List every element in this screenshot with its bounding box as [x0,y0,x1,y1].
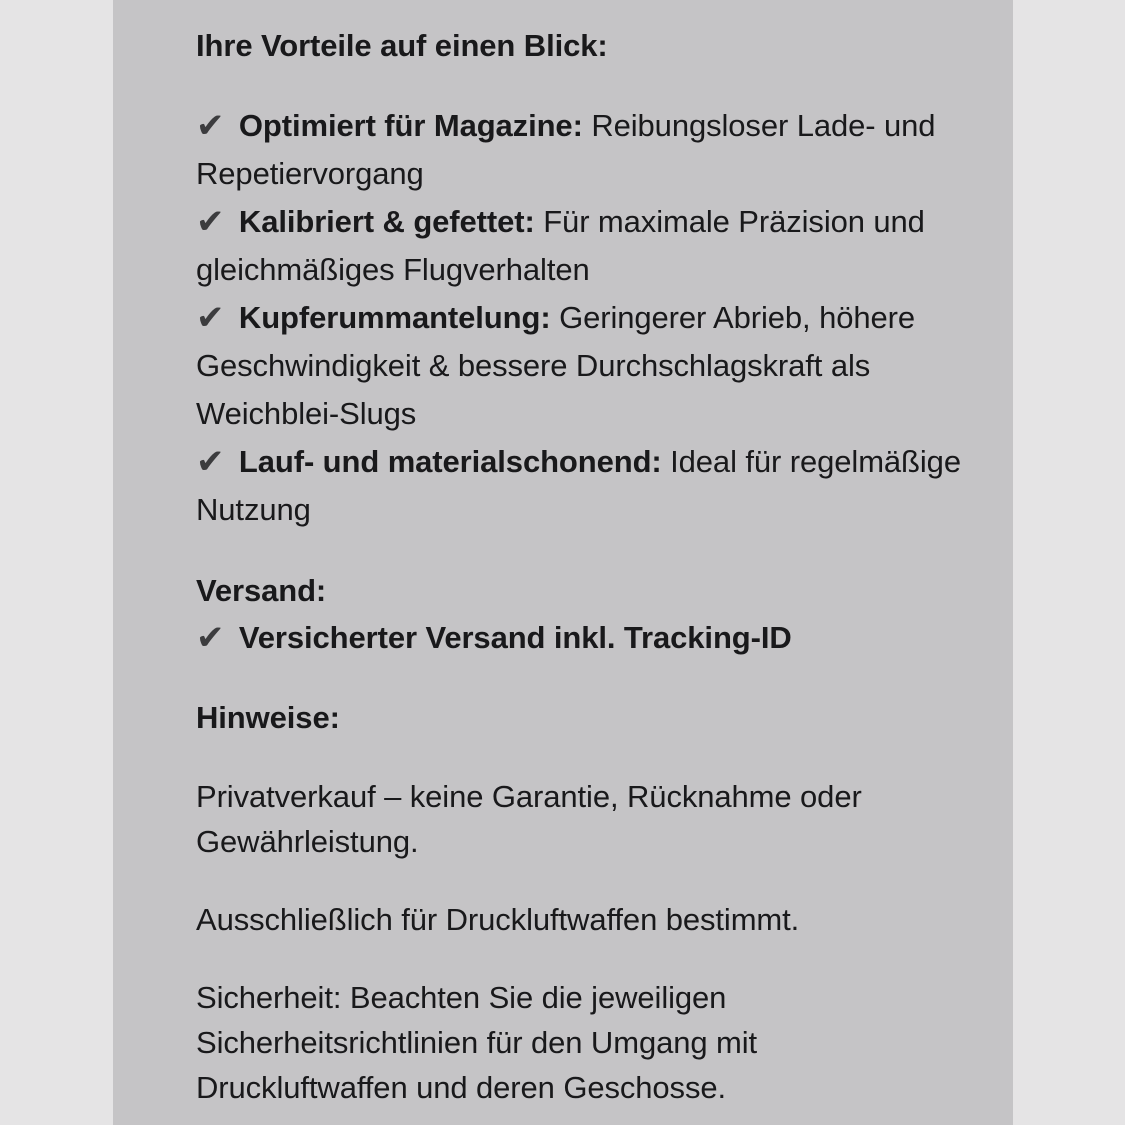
check-icon: ✔ [196,298,225,338]
benefit-label: Kalibriert & gefettet: [238,204,535,239]
shipping-item [196,614,961,661]
benefit-item [196,438,961,534]
benefit-label: Kupferummantelung: [238,300,551,335]
note-paragraph-private-sale: Privatverkauf – keine Garantie, Rücknahme oder Gewährleistung. [196,779,862,859]
benefit-text: Für maximale Präzision und gleichmäßiges Flugverhalten [196,204,925,287]
check-icon: ✔ [196,106,225,146]
shipping-heading: Versand: [196,573,327,608]
notes-heading: Hinweise: [196,700,340,735]
benefit-text: Ideal für regelmäßige Nutzung [196,444,961,527]
check-icon: ✔ [196,442,225,482]
benefit-label: Optimiert für Magazine: [238,108,583,143]
note-paragraph-safety: Sicherheit: Beachten Sie die jeweiligen Sicherheitsrichtlinien für den Umgang mit Druckluftwaffen und deren Geschosse. [196,980,758,1105]
shipping-item-text: Versicherter Versand inkl. Tracking-ID [238,620,792,655]
description-panel [113,0,1013,1125]
benefits-list [196,102,961,534]
benefit-item [196,294,961,438]
benefit-label: Lauf- und materialschonend: [238,444,662,479]
benefit-text: Geringerer Abrieb, höhere Geschwindigkeit & bessere Durchschlagskraft als Weichblei-Slugs [196,300,916,431]
benefit-text: Reibungsloser Lade- und Repetiervorgang [196,108,936,191]
benefit-item [196,198,961,294]
check-icon: ✔ [196,618,225,658]
note-paragraph-airgun-only: Ausschließlich für Druckluftwaffen bestimmt. [196,902,800,937]
benefit-item [196,102,961,198]
check-icon: ✔ [196,202,225,242]
benefits-heading: Ihre Vorteile auf einen Blick: [196,28,608,63]
